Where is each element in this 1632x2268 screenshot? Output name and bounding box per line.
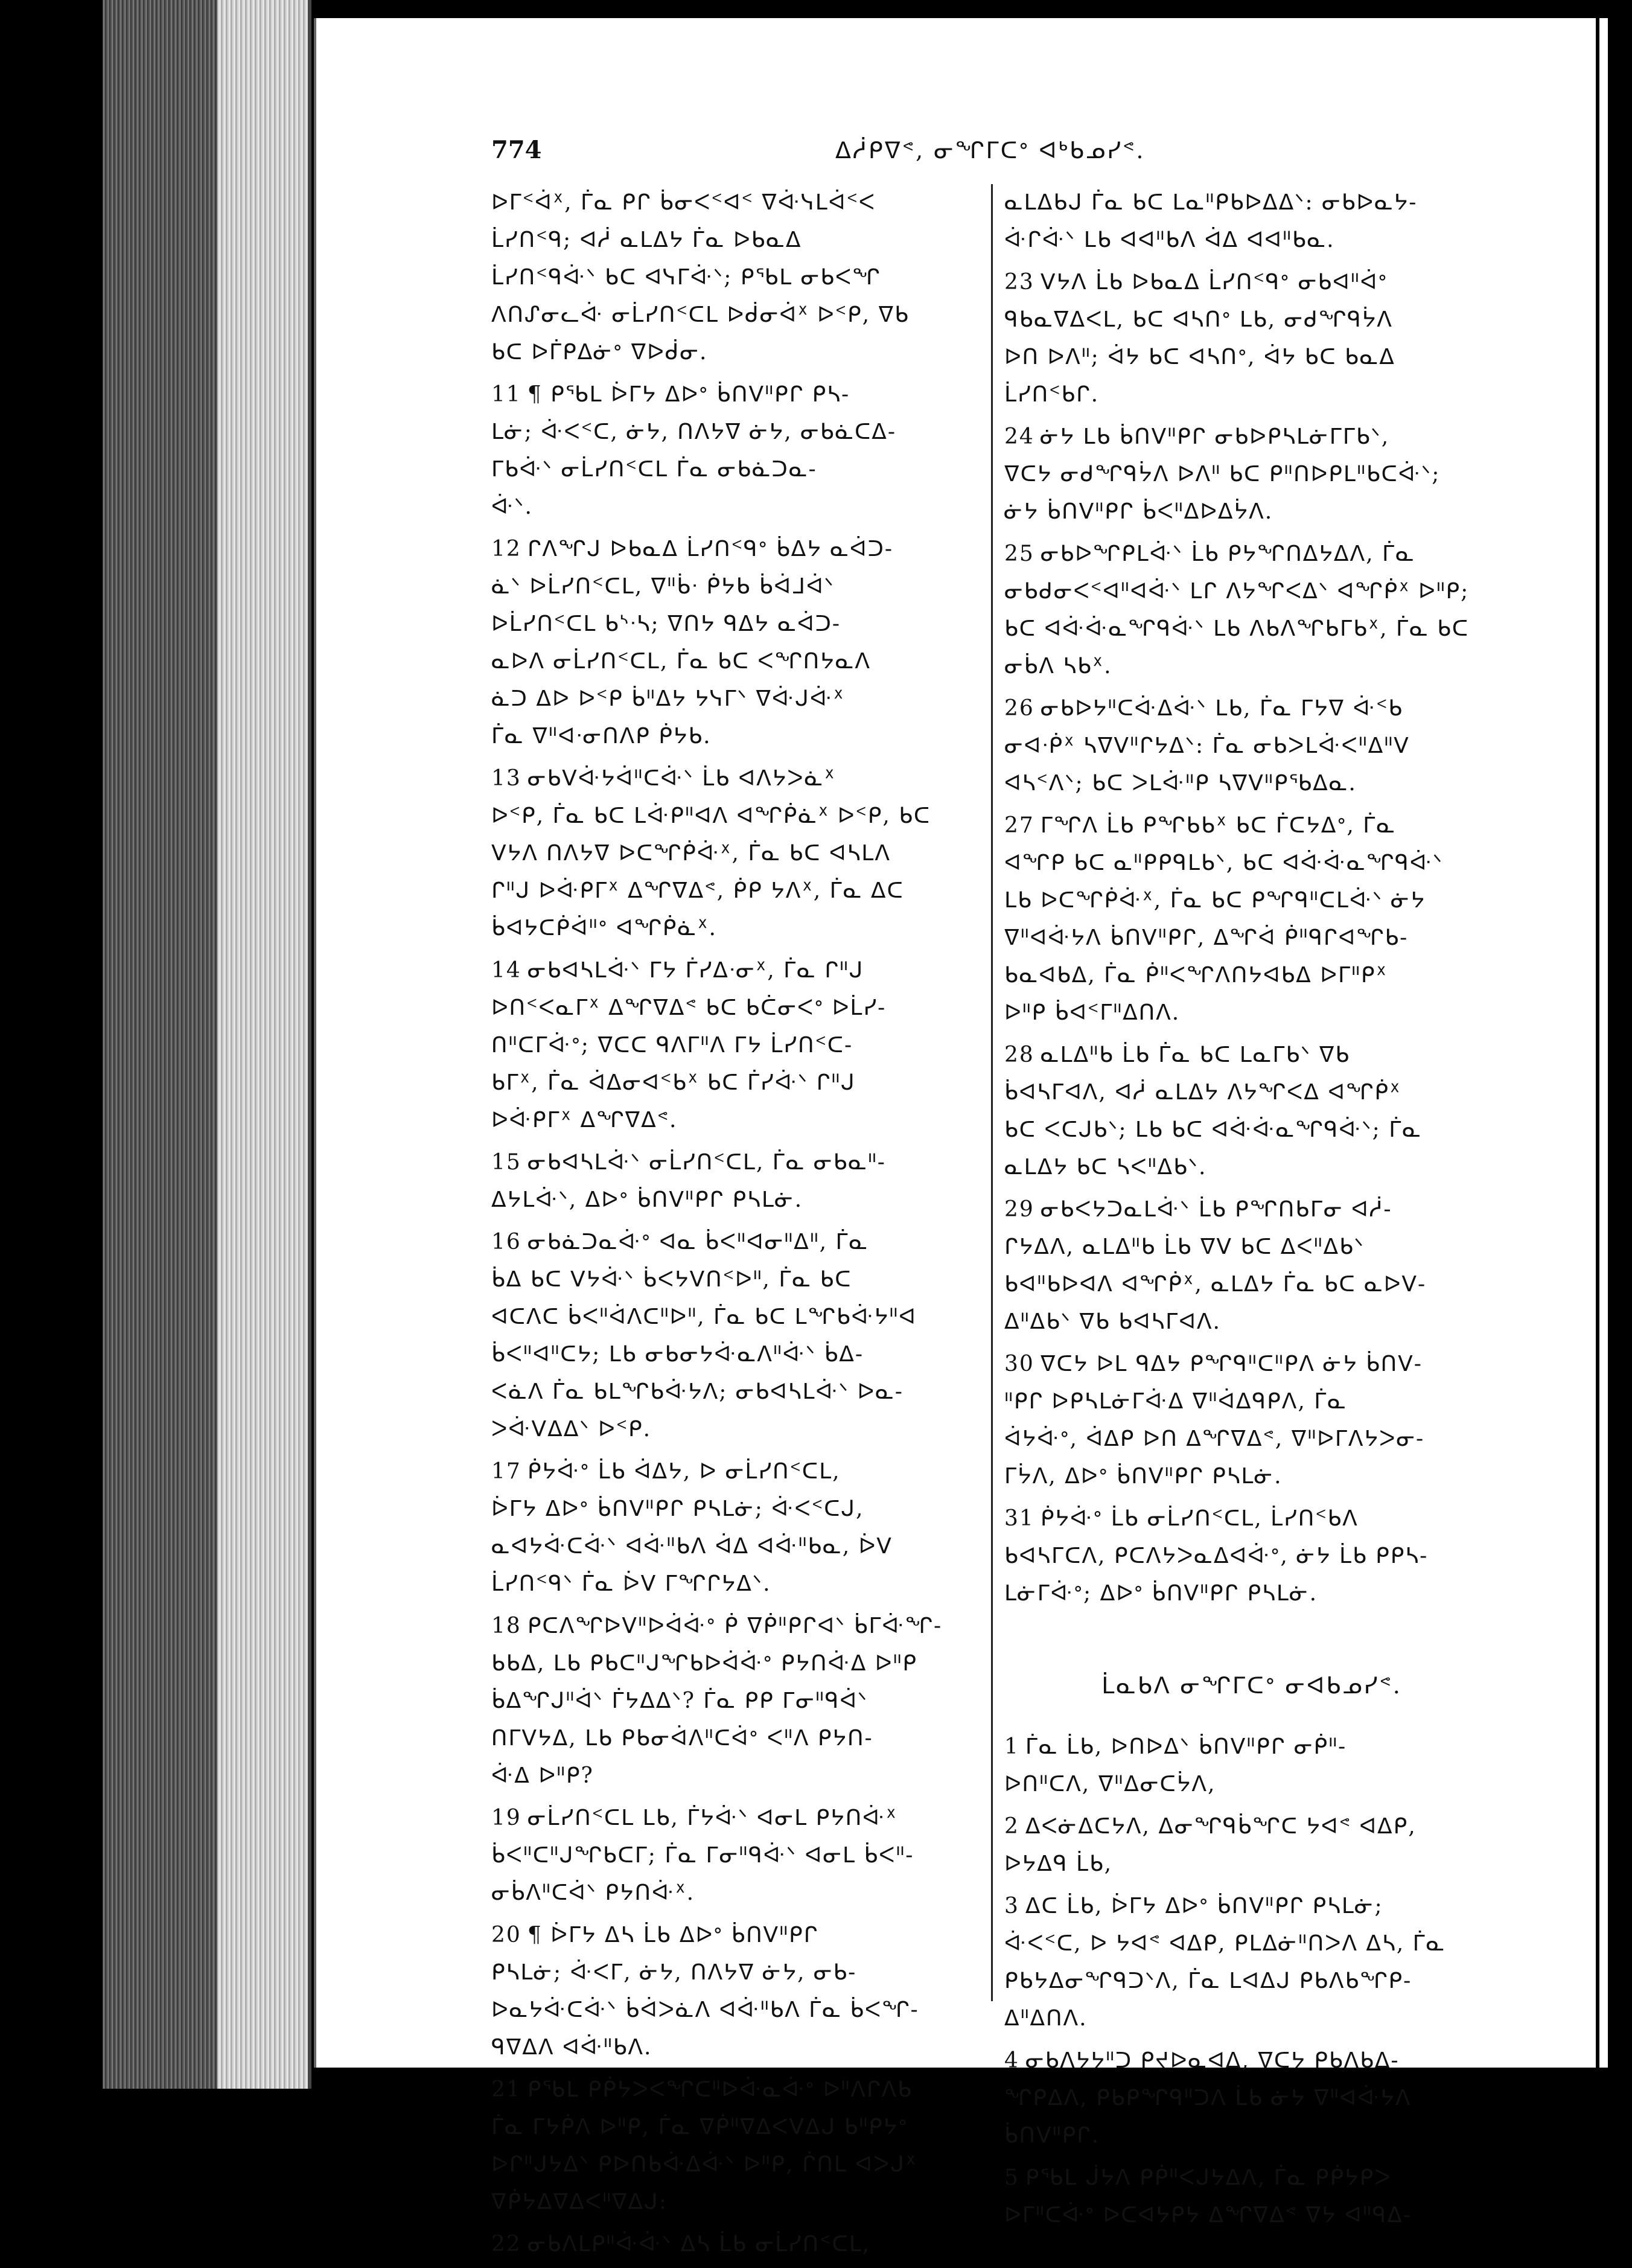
verse xyxy=(1004,2042,1499,2155)
section-title: ᒫᓇᑲᐱ ᓂᖏᒥᑕᐤ ᓂᐊᑲᓄᓯᕝ. xyxy=(1101,1672,1402,1699)
verse-text: ᓂᑲᐯᐚᔭᐋᐦᑕᐚᐠ ᒫᑲ ᐊᐱᔭᐳᓈᕽ ᐅᑉᑭ, ᒦᓇ ᑲᑕ ᒪᐚᑭᐦᐊᐱ ᐊᖏᑮᓈᕽ ᐅᑉᑭ, ᑲᑕ ᐯᔭᐱ ᑎᐱᔭᐁ ᐅᑕᖏᑮᐚᕽ, ᒦᓇ ᑲᑕ ᐊᓴᒪᐱ ᒋᐦᒍ ᐅᐚᑭᒥᕽ ᐃᖏᐁᐃᕝ, ᑮᑭ ᔭᐱᕽ, ᒦᓇ ᐃᑕ ᑳᐊᔭᑕᑮᐋᐦᐤ ᐊᖏᑮᓈᕽ. xyxy=(491,766,931,941)
verse xyxy=(1004,264,1499,414)
verse-number: 12 xyxy=(491,537,521,561)
verse-text: ᓂᑲᐊᓴᒪᐚᐠ ᒥᔭ ᒦᓯᐃᐧᓂᕽ, ᒦᓇ ᒋᐦᒍ ᐅᑎᑉᐸᓇᒥᕽ ᐃᖏᐁᐃᕝ ᑲᑕ ᑲᑖᓂᐸᐤ ᐅᒫᓯ- ᑎᐦᑕᒥᐚᐤ; ᐁᑕᑕ ᑫᐱᒥᐦᐱ ᒥᔭ ᒫᓯᑎᑉᑕ- ᑲᒥᕽ, ᒦᓇ ᐋᐃᓂᐊᑉᑲᕽ ᑲᑕ ᒦᓯᐚᐠ ᒋᐦᒍ ᐅᐚᑭᒥᕽ ᐃᖏᐁᐃᕝ. xyxy=(491,958,887,1132)
column-divider xyxy=(991,184,993,2001)
verse-number: 2 xyxy=(1004,1814,1019,1839)
verse-text: ᓂᑲᐊᓴᒪᐚᐠ ᓂᒫᓯᑎᑉᑕᒪ, ᒦᓇ ᓂᑲᓇᐦ- ᐃᔭᒪᐚᐠ, ᐃᐅᐤ ᑳᑎᐯᐦᑭᒋ ᑭᓴᒪᓃ. xyxy=(491,1150,886,1212)
verse-text: ᓂᑲᐱᔭᔭᐦᑐ ᑭᔪᐅᓇᐊᐃ, ᐁᑕᔭ ᑭᑲᐱᑲᐃ- ᖏᑭᐃᐱ, ᑭᑲᑭᖏᑫᐦᑐᐱ ᒫᑲ ᓃᔭ ᐁᐦᐊᐚᔭᐱ ᑳᑎᐯᐦᑭᒋ. xyxy=(1004,2048,1412,2148)
verse xyxy=(491,1800,986,1912)
verse xyxy=(1004,807,1499,1032)
verse-number: 30 xyxy=(1004,1352,1034,1376)
verse-text: ᑭᖃᒪ ᒎᔭᐱ ᑭᑮᐦᐸᒍᔭᐃᐱ, ᒦᓇ ᑭᑮᔭᑭᐳ ᐅᒥᐦᑕᐚᐤ ᐅᑕᐊᔭᑭᔭ ᐃᖏᐁᐃᕝ ᐁᔭ ᐊᐦᑫᐃ- xyxy=(1004,2165,1412,2228)
verse xyxy=(1004,1500,1499,1612)
page-number: 774 xyxy=(491,136,542,164)
verse xyxy=(1004,1037,1499,1186)
verse xyxy=(1004,535,1499,685)
right-column xyxy=(1004,184,1499,2239)
verse-text: ᓂᑲᐅᖏᑭᒪᐚᐠ ᒫᑲ ᑭᔭᖏᑎᐃᔭᐃᐱ, ᒦᓇ ᓂᑲᑯᓂᐸᑉᐊᐦᐊᐚᐠ ᒪᒋ ᐱᔭᖏᐸᐃᐠ ᐊᖏᑮᕽ ᐅᐦᑭ; ᑲᑕ ᐊᐚᐚᓇᖏᑫᐚᐠ ᒪᑲ ᐱᑲᐱᖏᑲᒥᑲᕽ, ᒦᓇ ᑲᑕ ᓂᑳᐱ ᓴᑲᕽ. xyxy=(1004,541,1470,679)
verse-number: 4 xyxy=(1004,2048,1019,2073)
verse-number: 16 xyxy=(491,1230,521,1254)
verse-number: 25 xyxy=(1004,541,1034,566)
verse xyxy=(491,1608,986,1795)
verse xyxy=(1004,1191,1499,1341)
verse-number: 26 xyxy=(1004,696,1034,721)
verse xyxy=(491,1917,986,2066)
verse-number: 17 xyxy=(491,1459,521,1484)
verse-text: ᒥᖏᐱ ᒫᑲ ᑭᖏᑲᑲᕽ ᑲᑕ ᒦᑕᔭᐃᐤ, ᒦᓇ ᐊᖏᑭ ᑲᑕ ᓇᐦᑭᑭᑫᒪᑲᐠ, ᑲᑕ ᐊᐚᐚᓇᖏᑫᐚᐠ ᒪᑲ ᐅᑕᖏᑮᐚᕽ, ᒦᓇ ᑲᑕ ᑭᖏᑫᐦᑕᒪᐚᐠ ᓃᔭ ᐁᐦᐊᐚᔭᐱ ᑳᑎᐯᐦᑭᒋ, ᐃᖏᐋ ᑮᐦᑫᒋᐊᖏᑲ- ᑲᓇᐊᑲᐃ, ᒦᓇ ᑮᐦᐸᖏᐱᑎᔭᐊᑲᐃ ᐅᒥᐦᑭᕽ ᐅᐦᑭ ᑳᐊᑉᒥᐦᐃᑎᐱ. xyxy=(1004,813,1444,1025)
verse-number: 29 xyxy=(1004,1197,1034,1222)
verse xyxy=(1004,1728,1499,1803)
verse xyxy=(1004,2159,1499,2234)
verse-text: ᓇᒪᐃᑲᒍ ᒦᓇ ᑲᑕ ᒪᓇᐦᑭᑲᐅᐃᐃᐠ: ᓂᑲᐅᓇᔭ- ᐚᒋᐚᐠ ᒪᑲ ᐊᐊᐦᑲᐱ ᐋᐃ ᐊᐊᐦᑲᓇ. xyxy=(1004,190,1418,252)
book-page-edges xyxy=(103,0,311,2089)
verse-number: 21 xyxy=(491,2077,521,2102)
verse xyxy=(491,531,986,755)
verse xyxy=(491,1224,986,1448)
verse-number: 1 xyxy=(1004,1734,1019,1759)
verse-text: ᓃᔭ ᒪᑲ ᑳᑎᐯᐦᑭᒋ ᓂᑲᐅᑭᓴᒪᓃᒥᒥᑲᐠ, ᐁᑕᔭ ᓂᑯᖏᑫᔮᐱ ᐅᐱᐦ ᑲᑕ ᑭᐦᑎᐅᑭᒪᐦᑲᑕᐚᐠ; ᓃᔭ ᑳᑎᐯᐦᑭᒋ ᑳᐸᐦᐃᐅᐃᔮᐱ. xyxy=(1004,424,1441,524)
verse xyxy=(491,376,986,526)
verse-text: ᐃᑕ ᒫᑲ, ᐆᒥᔭ ᐃᐅᐤ ᑳᑎᐯᐦᑭᒋ ᑭᓴᒪᓃ; ᐚᐸᑉᑕ, ᐅ ᔭᐊᕝ ᐊᐃᑭ, ᑭᒪᐃᓃᐦᑎᐳᐱ ᐃᓴ, ᒦᓇ ᑭᑲᔭᐃᓂᖏᑫᑐᐠᐱ, ᒦᓇ ᒪᐊᐃᒍ ᑭᑲᐱᑲᖏᑭ- ᐃᐦᐃᑎᐱ. xyxy=(1004,1894,1446,2031)
verse-text: ᑮᔭᐚᐤ ᒫᑲ ᓂᒫᓯᑎᑉᑕᒪ, ᒫᓯᑎᑉᑲᐱ ᑲᐊᓴᒥᑕᐱ, ᑭᑕᐱᔭᐳᓇᐃᐊᐚᐤ, ᓃᔭ ᒫᑲ ᑭᑭᓴ- ᒪᓃᒥᐚᐤ; ᐃᐅᐤ ᑳᑎᐯᐦᑭᒋ ᑭᓴᒪᓃ. xyxy=(1004,1506,1429,1606)
left-column xyxy=(491,184,986,2268)
verse xyxy=(491,1144,986,1219)
verse-text: ¶ ᑭᖃᒪ ᐆᒥᔭ ᐃᐅᐤ ᑳᑎᐯᐦᑭᒋ ᑭᓴ- ᒪᓃ; ᐚᐸᑉᑕ, ᓃᔭ, ᑎᐱᔭᐁ ᓃᔭ, ᓂᑲᓈᑕᐃ- ᒥᑲᐚᐠ ᓂᒫᓯᑎᑉᑕᒪ ᒦᓇ ᓂᑲᓈᑐᓇ- ᐚᐠ. xyxy=(491,382,897,519)
verse-text: ᑮᔭᐚᐤ ᒫᑲ ᐋᐃᔭ, ᐅ ᓂᒫᓯᑎᑉᑕᒪ, ᐆᒥᔭ ᐃᐅᐤ ᑳᑎᐯᐦᑭᒋ ᑭᓴᒪᓃ; ᐚᐸᑉᑕᒍ, ᓇᐊᔭᐚᑕᐚᐠ ᐊᐚᐦᑲᐱ ᐋᐃ ᐊᐚᐦᑲᓇ, ᐆᐯ ᒫᓯᑎᑉᑫᐠ ᒦᓇ ᐆᐯ ᒥᖏᒋᔭᐃᐠ. xyxy=(491,1459,893,1596)
verse-number: 15 xyxy=(491,1150,521,1175)
book-page xyxy=(314,18,1596,2257)
verse-number: 20 xyxy=(491,1923,521,1947)
verse-number: 13 xyxy=(491,766,521,791)
verse-text: ᒦᓇ ᒫᑲ, ᐅᑎᐅᐃᐠ ᑳᑎᐯᐦᑭᒋ ᓂᑮᐦ- ᐅᑎᐦᑕᐱ, ᐁᐦᐃᓂᑕᔮᐱ, xyxy=(1004,1734,1347,1797)
verse-number: 19 xyxy=(491,1806,521,1830)
verse xyxy=(491,184,986,371)
verse xyxy=(1004,1346,1499,1495)
verse xyxy=(1004,690,1499,802)
running-title: ᐃᓲᑭᐁᕝ, ᓂᖏᒥᑕᐤ ᐊᒃᑲᓄᓯᕝ. xyxy=(835,137,1146,164)
verse-number: 27 xyxy=(1004,813,1034,838)
verse-text: ᓂᑲᐅᔭᐦᑕᐚᐃᐚᐠ ᒪᑲ, ᒦᓇ ᒥᔭᐁ ᐚᑉᑲ ᓂᐊᐧᑮᕽ ᓴᐁᐯᐦᒋᔭᐃᐠ: ᒦᓇ ᓂᑲᐳᒪᐚᐸᐦᐃᐦᐯ ᐊᓴᑉᐱᐠ; ᑲᑕ ᐳᒪᐚᐦᑭ ᓴᐁᐯᐦᑭᖃᐃᓇ. xyxy=(1004,696,1410,796)
verse-text: ¶ ᐆᒥᔭ ᐃᓴ ᒫᑲ ᐃᐅᐤ ᑳᑎᐯᐦᑭᒋ ᑭᓴᒪᓃ; ᐚᐸᒥ, ᓃᔭ, ᑎᐱᔭᐁ ᓃᔭ, ᓂᑲ- ᐅᓇᔭᐚᑕᐚᐠ ᑳᐋᐳᓈᐱ ᐊᐚᐦᑲᐱ ᒦᓇ ᑳᐸᖏ- ᑫᐁᐃᐱ ᐊᐚᐦᑲᐱ. xyxy=(491,1923,919,2060)
verse-text: ᓂᑲᓈᑐᓇᐚᐤ ᐊᓇ ᑳᐸᐦᐊᓂᐦᐃᐦ, ᒦᓇ ᑳᐃ ᑲᑕ ᐯᔭᐚᐠ ᑳᐸᔭᐯᑎᑉᐅᐦ, ᒦᓇ ᑲᑕ ᐊᑕᐱᑕ ᑳᐸᐦᐋᐱᑕᐦᐅᐦ, ᒦᓇ ᑲᑕ ᒪᖏᑲᐚᔭᐦᐊ ᑳᐸᐦᐊᐦᑕᔭ; ᒪᑲ ᓂᑲᓂᔭᐚᓇᐱᐦᐚᐠ ᑳᐃ- ᐸᓈᐱ ᒦᓇ ᑲᒪᖏᑲᐚᔭᐱ; ᓂᑲᐊᓴᒪᐚᐠ ᐅᓇ- ᐳᐚᐯᐃᐃᐠ ᐅᑉᑭ. xyxy=(491,1230,917,1442)
page-header xyxy=(491,136,1439,172)
facing-page-edge xyxy=(1599,18,1608,2068)
verse xyxy=(1004,1808,1499,1883)
verse-number: 31 xyxy=(1004,1506,1034,1531)
verse-text: ᓂᒫᓯᑎᑉᑕᒪ ᒪᑲ, ᒦᔭᐚᐠ ᐊᓂᒪ ᑭᔭᑎᐚᕽ ᑳᐸᐦᑕᐦᒍᖏᑲᑕᒥ; ᒦᓇ ᒥᓂᐦᑫᐚᐠ ᐊᓂᒪ ᑳᐸᐦ- ᓂᑳᐱᐦᑕᐋᐠ ᑭᔭᑎᐚᕽ. xyxy=(491,1806,914,1905)
verse-text: ᓂᑲᐱᒪᑭᐦᐚᐚᐠ ᐃᓴ ᒫᑲ ᓂᒫᓯᑎᑉᑕᒪ, xyxy=(527,2232,871,2257)
verse-number: 3 xyxy=(1004,1894,1019,1918)
verse xyxy=(491,1453,986,1603)
verse-number: 28 xyxy=(1004,1043,1034,1067)
verse-number: 22 xyxy=(491,2232,521,2257)
verse-text: ᐁᑕᔭ ᐅᒪ ᑫᐃᔭ ᑭᖏᑫᐦᑕᐦᑭᐱ ᓃᔭ ᑳᑎᐯ- ᐦᑭᒋ ᐅᑭᓴᒪᓃᒥᐚᐃ ᐁᐦᐋᐃᑫᑭᐱ, ᒦᓇ ᐋᔭᐚᐤ, ᐋᐃᑭ ᐅᑎ ᐃᖏᐁᐃᕝ, ᐁᐦᐅᒥᐱᔭᐳᓂ- ᒥᔮᐱ, ᐃᐅᐤ ᑳᑎᐯᐦᑭᒋ ᑭᓴᒪᓃ. xyxy=(1004,1352,1425,1489)
verse-number: 5 xyxy=(1004,2165,1019,2190)
verse xyxy=(491,2071,986,2221)
verse-text: ᐯᔭᐱ ᒫᑲ ᐅᑲᓇᐃ ᒫᓯᑎᑉᑫᐤ ᓂᑲᐊᐦᐋᐤ ᑫᑲᓇᐁᐃᐸᒪ, ᑲᑕ ᐊᓴᑎᐤ ᒪᑲ, ᓂᑯᖏᑫᔮᐱ ᐅᑎ ᐅᐱᐦ; ᐋᔭ ᑲᑕ ᐊᓴᑎᐤ, ᐋᔭ ᑲᑕ ᑲᓇᐃ ᒫᓯᑎᑉᑲᒋ. xyxy=(1004,270,1395,407)
verse xyxy=(1004,418,1499,531)
verse-text: ᐅᒥᑉᐋᕽ, ᒦᓇ ᑭᒋ ᑳᓂᐸᑉᐊᑉ ᐁᐚᓭᒪᐋᑉᐸ ᒫᓯᑎᑉᑫ; ᐊᓲ ᓇᒪᐃᔭ ᒦᓇ ᐅᑲᓇᐃ ᒫᓯᑎᑉᑫᐚᐠ ᑲᑕ ᐊᓭᒥᐚᐠ; ᑭᖃᒪ ᓂᑲᐸᖏ ᐱᑎᔑᓂᓚᐚ ᓂᒫᓯᑎᑉᑕᒪ ᐅᑰᓂᐋᕽ ᐅᑉᑭ, ᐁᑲ ᑲᑕ ᐅᒦᑭᐃᓃᐤ ᐁᐅᑰᓂ. xyxy=(491,190,910,365)
verse-number: 24 xyxy=(1004,424,1034,449)
book-edge-shadow xyxy=(103,0,217,2089)
verse-number: 11 xyxy=(491,382,521,407)
verse-number: 23 xyxy=(1004,270,1034,295)
verse-text: ᓂᑲᐸᔭᑐᓇᒪᐚᐠ ᒫᑲ ᑭᖏᑎᑲᒥᓂ ᐊᓲ- ᒋᔭᐃᐱ, ᓇᒪᐃᐦᑲ ᒫᑲ ᐁᐯ ᑲᑕ ᐃᐸᐦᐃᑲᐠ ᑲᐊᐦᑲᐅᐊᐱ ᐊᖏᑮᕽ, ᓇᒪᐃᔭ ᒦᓇ ᑲᑕ ᓇᐅᐯ- ᐃᐦᐃᑲᐠ ᐁᑲ ᑲᐊᓴᒥᐊᐱ. xyxy=(1004,1197,1427,1334)
verse xyxy=(491,760,986,947)
verse-number: 14 xyxy=(491,958,521,983)
verse xyxy=(491,952,986,1139)
verse xyxy=(491,2226,986,2263)
verse xyxy=(1004,184,1499,259)
verse xyxy=(1004,1888,1499,2037)
verse-text: ᓇᒪᐃᐦᑲ ᒫᑲ ᒦᓇ ᑲᑕ ᒪᓇᒥᑲᐠ ᐁᑲ ᑳᐊᓴᒥᐊᐱ, ᐊᓲ ᓇᒪᐃᔭ ᐱᔭᖏᐸᐃ ᐊᖏᑮᕽ ᑲᑕ ᐸᑕᒍᑲᐠ; ᒪᑲ ᑲᑕ ᐊᐚᐚᓇᖏᑫᐚᐠ; ᒦᓇ ᓇᒪᐃᔭ ᑲᑕ ᓴᐸᐦᐃᑲᐠ. xyxy=(1004,1043,1422,1180)
verse-text: ᑭᑕᐱᖏᐅᐯᐦᐅᐋᐚᐤ ᑮ ᐁᑮᐦᑭᒋᐊᐠ ᑳᒥᐚᖏ- ᑲᑲᐃ, ᒪᑲ ᑭᑲᑕᐦᒍᖏᑲᐅᐋᐚᐤ ᑭᔭᑎᐚᐃ ᐅᐦᑭ ᑳᐃᖏᒍᐦᐋᐠ ᒦᔭᐃᐃᐠ? ᒦᓇ ᑭᑭ ᒥᓂᐦᑫᐋᐠ ᑎᒥᐯᔭᐃ, ᒪᑲ ᑭᑲᓂᐋᐱᐦᑕᐋᐤ ᐸᐦᐱ ᑭᔭᑎ- ᐚᐃ ᐅᐦᑭ? xyxy=(491,1614,943,1788)
verse-text: ᑭᖃᒪ ᑭᑮᔭᐳᐸᖏᑕᐦᐅᐚᓇᐚᐤ ᐅᐦᐱᒋᐱᑲ ᒦᓇ ᒥᔭᑮᐱ ᐅᐦᑭ, ᒦᓇ ᐁᑮᐦᐁᐃᐸᐯᐃᒍ ᑲᐦᑭᔭᐤ ᐅᒋᐦᒍᔭᐃᐠ ᑭᐅᑎᑲᐚᐃᐚᐠ ᐅᐦᑭ, ᒌᑎᒪ ᐊᐳᒍᕽ ᐁᑮᔭᐃᐁᐃᐸᐦᐁᐃᒍ: xyxy=(491,2077,917,2214)
verse-text: ᐃᐸᓃᐃᑕᔭᐱ, ᐃᓂᖏᑫᑳᖏᑕ ᔭᐊᕝ ᐊᐃᑭ, ᐅᔭᐃᑫ ᒫᑲ, xyxy=(1004,1814,1417,1876)
verse-text: ᒋᐱᖏᒍ ᐅᑲᓇᐃ ᒫᓯᑎᑉᑫᐤ ᑳᐃᔭ ᓇᐋᑐ- ᓈᐠ ᐅᒫᓯᑎᑉᑕᒪ, ᐁᐦᑳᐧ ᑮᔭᑲ ᑳᐋᒧᐋᐠ ᐅᒫᓯᑎᑉᑕᒪ ᑲᔅᐧᓴ; ᐁᑎᔭ ᑫᐃᔭ ᓇᐋᑐ- ᓇᐅᐱ ᓂᒫᓯᑎᑉᑕᒪ, ᒦᓇ ᑲᑕ ᐸᖏᑎᔭᓇᐱ ᓈᑐ ᐃᐅ ᐅᑉᑭ ᑳᐦᐃᔭ ᔭᓭᒥᐠ ᐁᐚᒍᐚᕽ ᒦᓇ ᐁᐦᐊᐧᓂᑎᐱᑭ ᑮᔭᑲ. xyxy=(491,537,894,749)
verse-number: 18 xyxy=(491,1614,521,1638)
